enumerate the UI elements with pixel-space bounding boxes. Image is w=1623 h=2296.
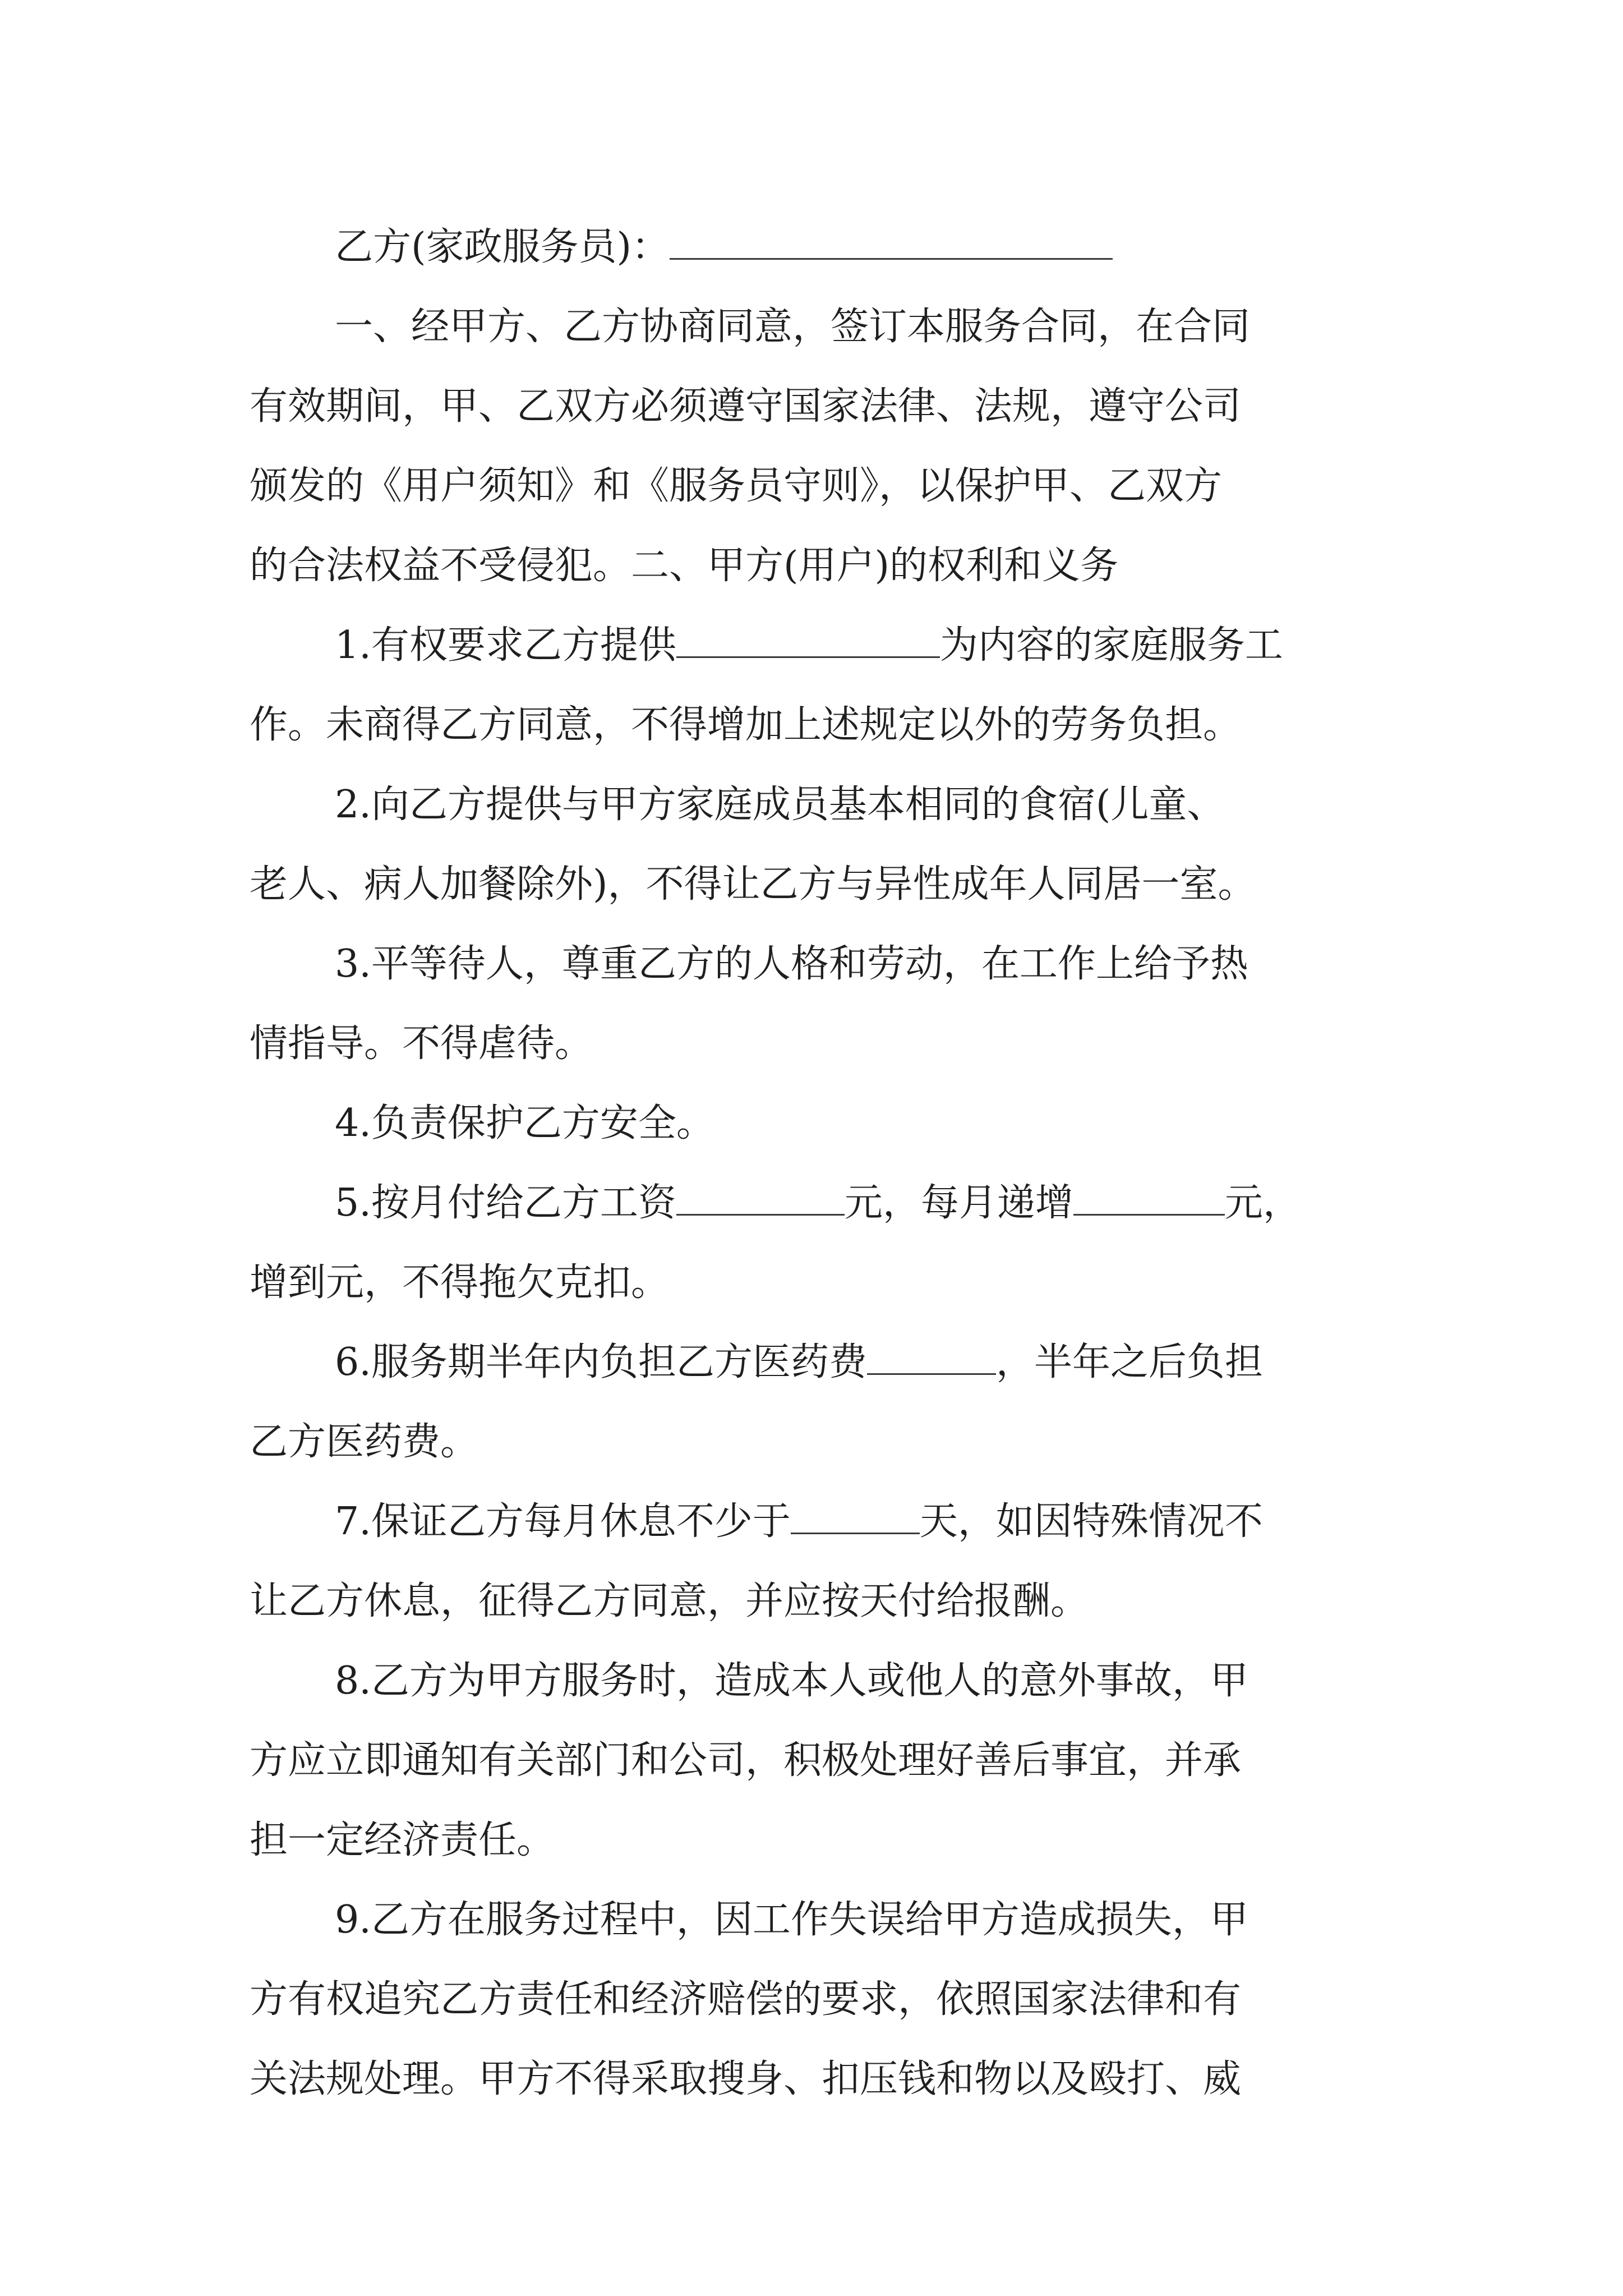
- item5-text-mid: 元，每月递增: [844, 1181, 1073, 1225]
- item5-text-pre: 5.按月付给乙方工资: [335, 1181, 676, 1225]
- item5-text-post: 元，: [1224, 1181, 1301, 1225]
- item6-text-pre: 6.服务期半年内负担乙方医药费: [335, 1340, 867, 1384]
- monthly-increment-blank[interactable]: [1073, 1180, 1225, 1216]
- item7-line-1: [250, 1482, 1394, 1562]
- item6-text-post: ，半年之后负担: [995, 1340, 1263, 1384]
- item8-line-3: 担一定经济责任。: [250, 1818, 555, 1862]
- item1-text-post: 为内容的家庭服务工: [939, 623, 1283, 668]
- clause1-line-4: 的合法权益不受侵犯。二、甲方(用户)的权利和义务: [250, 544, 1119, 588]
- item5-line-2: 增到元，不得拖欠克扣。: [250, 1260, 670, 1305]
- item6-line-2: 乙方医药费。: [250, 1420, 479, 1464]
- item9-line-3: 关法规处理。甲方不得采取搜身、扣压钱和物以及殴打、威: [250, 2057, 1242, 2101]
- item3-line-1: 3.平等待人，尊重乙方的人格和劳动，在工作上给予热: [335, 942, 1248, 986]
- item7-line-2: 让乙方休息，征得乙方同意，并应按天付给报酬。: [250, 1579, 1089, 1623]
- item7-text-pre: 7.保证乙方每月休息不少于: [335, 1499, 791, 1544]
- item7-text-post: 天，如因特殊情况不: [919, 1499, 1263, 1544]
- party-b-label: 乙方(家政服务员)：: [335, 225, 670, 269]
- item1-line-2: 作。未商得乙方同意，不得增加上述规定以外的劳务负担。: [250, 703, 1242, 747]
- clause1-line-2: 有效期间，甲、乙双方必须遵守国家法律、法规，遵守公司: [250, 384, 1242, 429]
- item8-line-2: 方应立即通知有关部门和公司，积极处理好善后事宜，并承: [250, 1738, 1242, 1783]
- medical-fee-blank[interactable]: [867, 1340, 996, 1375]
- item5-line-1: [250, 1163, 1394, 1243]
- item2-line-1: 2.向乙方提供与甲方家庭成员基本相同的食宿(儿童、: [335, 783, 1225, 827]
- item4-line-1: 4.负责保护乙方安全。: [335, 1101, 714, 1145]
- item2-line-2: 老人、病人加餐除外)，不得让乙方与异性成年人同居一室。: [250, 862, 1256, 907]
- party-b-line: [250, 208, 1394, 287]
- item9-line-1: 9.乙方在服务过程中，因工作失误给甲方造成损失，甲: [335, 1898, 1248, 1942]
- party-b-name-blank[interactable]: [670, 224, 1113, 260]
- monthly-wage-blank[interactable]: [676, 1180, 845, 1216]
- rest-days-blank[interactable]: [791, 1499, 920, 1534]
- item8-line-1: 8.乙方为甲方服务时，造成本人或他人的意外事故，甲: [335, 1659, 1248, 1703]
- clause1-line-3: 颁发的《用户须知》和《服务员守则》，以保护甲、乙双方: [250, 464, 1223, 508]
- item1-line-1: [250, 606, 1394, 685]
- item6-line-1: [250, 1323, 1394, 1402]
- clause1-line-1: 一、经甲方、乙方协商同意，签订本服务合同，在合同: [335, 305, 1251, 349]
- item3-line-2: 情指导。不得虐待。: [250, 1022, 593, 1066]
- service-content-blank[interactable]: [676, 623, 940, 658]
- item1-text-pre: 1.有权要求乙方提供: [335, 623, 676, 668]
- item9-line-2: 方有权追究乙方责任和经济赔偿的要求，依照国家法律和有: [250, 1977, 1242, 2022]
- contract-page: [250, 208, 1394, 2119]
